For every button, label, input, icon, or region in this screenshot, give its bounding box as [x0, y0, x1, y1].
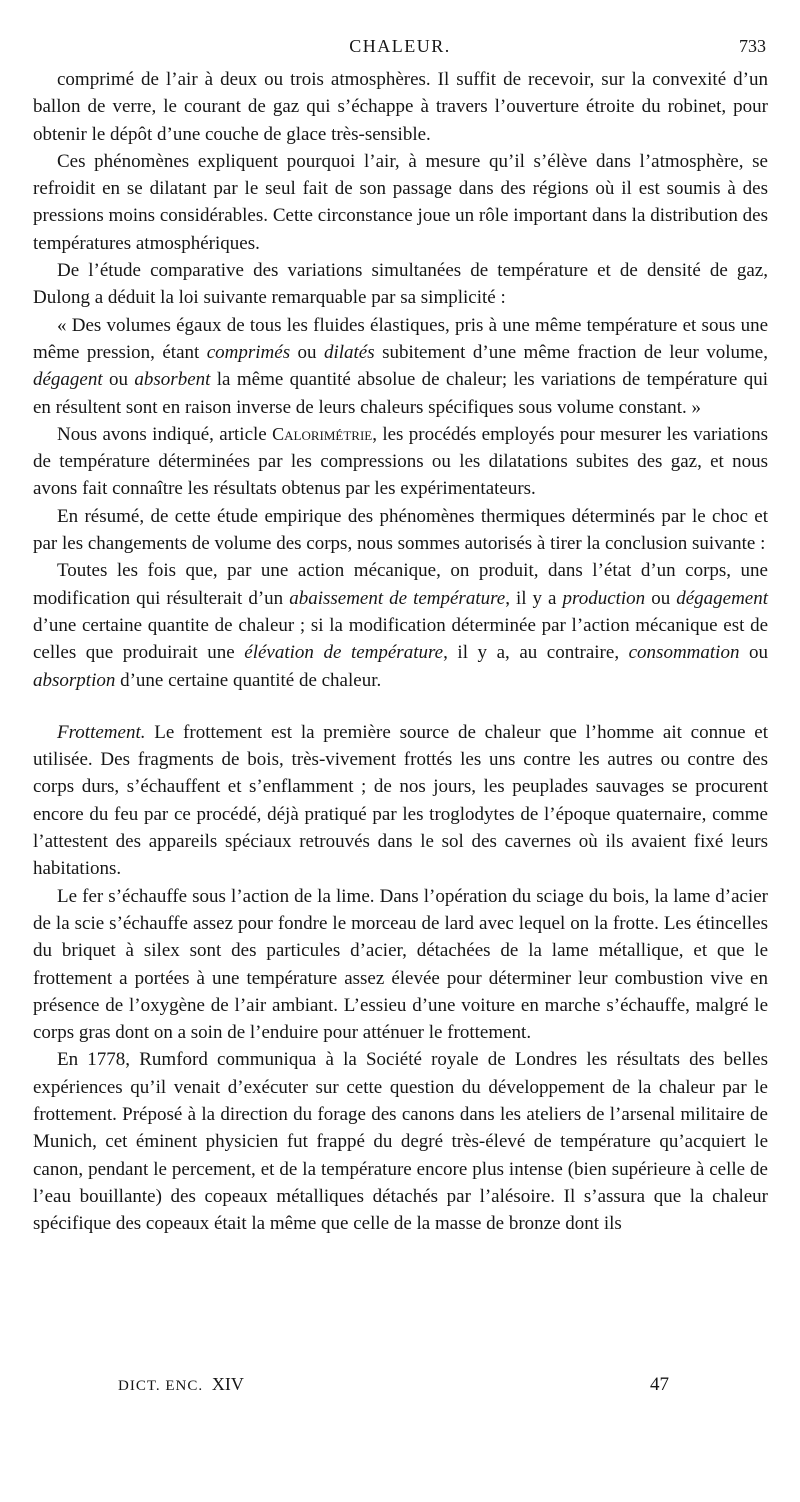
paragraph: [33, 1046, 768, 1237]
text-run: la même quantité absolue de chaleur; les variations de température qui en résultent sont en raison inverse de leurs chaleurs spécifiques sous volume constant. »: [33, 369, 768, 418]
text-run: Le fer s’échauffe sous l’action de la lime. Dans l’opération du sciage du bois, la lame d’acier de la scie s’échauffe assez pour fondre le morceau de lard avec lequel on la frotte. Les étincelles du briquet à silex sont des particules d’acier, détachées de la lame métallique, et que le frottement a portées à une température assez élevée pour déterminer leur combustion vive en présence de l’oxygène de l’air ambiant. L’essieu d’une voiture en marche s’échauffe, malgré le corps gras dont on a soin de l’enduire pour atténuer le frottement.: [33, 885, 768, 1044]
text-run: Ces phénomènes expliquent pourquoi l’air, à mesure qu’il s’élève dans l’atmosphère, se refroidit en se dilatant par le seul fait de son passage dans des régions où il est soumis à des pressions moins considérables. Cette circonstance joue un rôle important dans la distribution des températures atmosphériques.: [33, 150, 768, 254]
paragraph: [33, 719, 768, 883]
text-run: comprimé de l’air à deux ou trois atmosphères. Il suffit de recevoir, sur la convexité d’un ballon de verre, le courant de gaz qui s’échappe à travers l’ouverture étroite du robinet, pour obtenir le dépôt d’une couche de glace très-sensible.: [33, 69, 768, 145]
text-run: d’une certaine quantité de chaleur.: [115, 669, 382, 691]
text-run: De l’étude comparative des variations simultanées de température et de densité de gaz, Dulong a déduit la loi suivante remarquable par sa simplicité :: [33, 260, 768, 309]
volume-number: XIV: [211, 1374, 244, 1394]
text-run: ou: [645, 587, 677, 609]
text-run: ou: [739, 642, 769, 664]
italic-text: dilatés: [323, 341, 375, 363]
text-run: d’une certaine quantite de chaleur ; si la modification déterminée par l’action mécanique est de celles que produirait une: [33, 614, 768, 664]
paragraph: [33, 883, 768, 1047]
running-title: CHALEUR.: [349, 36, 451, 56]
text-run: Nous avons indiqué, article: [57, 423, 273, 445]
italic-text: production: [562, 587, 646, 609]
italic-text: dégagent: [33, 369, 103, 391]
text-run: ou: [290, 341, 324, 363]
paragraph: [33, 503, 768, 558]
italic-text: abaissement de température: [289, 587, 506, 609]
paragraph: [33, 421, 768, 503]
text-run: En 1778, Rumford communiqua à la Société royale de Londres les résultats des belles expériences qu’il venait d’exécuter sur cette question du développement de la chaleur par le frottement. Préposé à la direction du forage des canons dans les ateliers de l’arsenal militaire de Munich, cet éminent physicien fut frappé du degré très-élevé de température qu’acquiert le canon, pendant le percement, et de la température encore plus intense (bien supérieure à celle de l’eau bouillante) des copeaux métalliques détachés par l’alésoire. Il s’assura que la chaleur spécifique des copeaux était la même que celle de la masse de bronze dont ils: [33, 1049, 768, 1235]
smallcaps-text: Calorimétrie: [272, 423, 373, 444]
text-run: subitement d’une même fraction de leur volume,: [374, 341, 768, 363]
italic-text: Frottement.: [57, 721, 146, 743]
text-run: En résumé, de cette étude empirique des phénomènes thermiques déterminés par le choc et par les changements de volume des corps, nous sommes autorisés à tirer la conclusion suivante :: [33, 505, 768, 555]
text-run: , il y a: [505, 587, 563, 609]
text-run: Toutes les fois que, par une action mécanique, on produit, dans l’état d’un corps, une modification qui résulterait d’un: [33, 560, 768, 609]
text-run: , il y a, au contraire,: [443, 642, 629, 664]
paragraph: [33, 312, 768, 421]
italic-text: consommation: [628, 642, 740, 664]
italic-text: dégagement: [676, 587, 769, 609]
printer-signature: [118, 1374, 244, 1395]
page-footer: [30, 1374, 770, 1404]
italic-text: élévation de température: [244, 642, 444, 664]
text-run: , les procédés employés pour mesurer les variations de température déterminées par les compressions ou les dilatations subites des gaz, et nous avons fait connaître les résultats obtenus par les expérimentateurs.: [33, 423, 768, 500]
page-header: [30, 36, 770, 66]
text-run: ou: [102, 369, 135, 391]
paragraph: [33, 557, 768, 693]
body-text: [33, 66, 768, 1237]
paragraph: [33, 257, 768, 312]
sheet-number: 47: [650, 1374, 669, 1395]
italic-text: comprimés: [206, 341, 291, 363]
signature-abbrev: DICT. ENC.: [118, 1378, 204, 1394]
page-number: 733: [739, 36, 766, 56]
paragraph: [33, 148, 768, 257]
italic-text: absorbent: [134, 369, 211, 391]
text-run: « Des volumes égaux de tous les fluides élastiques, pris à une même température et sous une même pression, étant: [33, 314, 768, 363]
text-run: Le frottement est la première source de chaleur que l’homme ait connue et utilisée. Des fragments de bois, très-vivement frottés les uns contre les autres ou contre des corps durs, s’échauffent et s’enflamment ; de nos jours, les peuplades sauvages se procurent encore du feu par ce procédé, déjà pratiqué par les troglodytes de l’époque quaternaire, comme l’attestent des appareils spéciaux retrouvés dans le sol des cavernes où ils avaient fixé leurs habitations.: [33, 721, 768, 880]
paragraph: [33, 66, 768, 148]
italic-text: absorption: [33, 669, 116, 691]
